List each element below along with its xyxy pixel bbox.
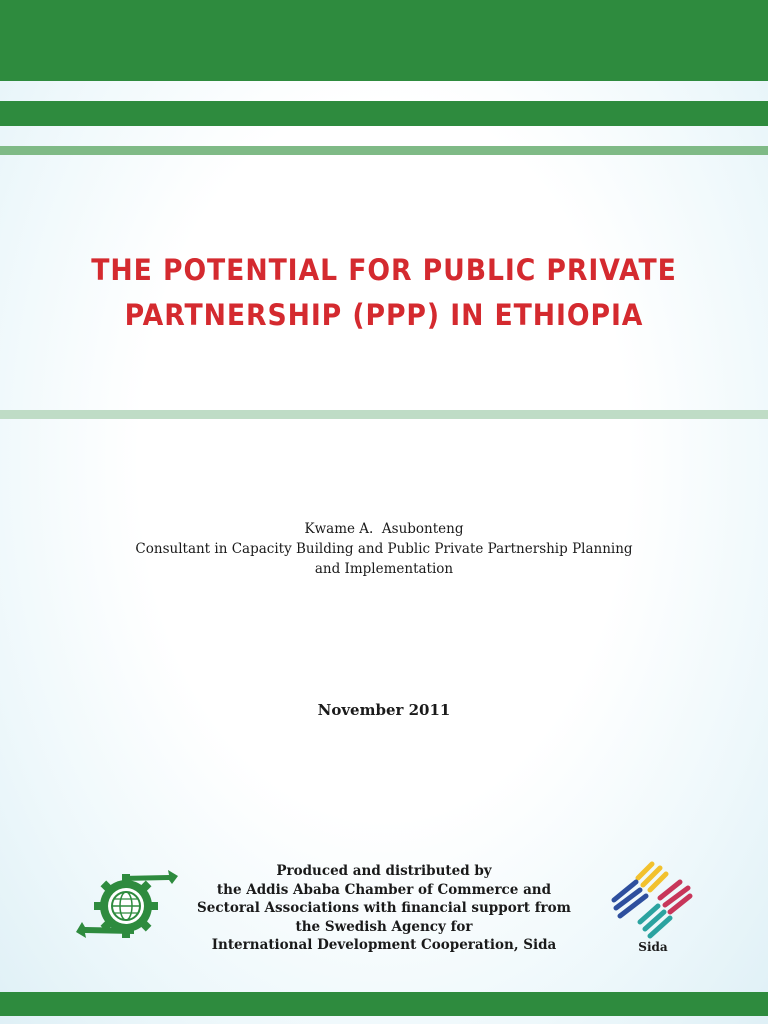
produced-line-2: the Addis Ababa Chamber of Commerce and: [216, 881, 552, 898]
produced-line-3: Sectoral Associations with financial support from: [197, 900, 571, 916]
pale-green-divider: [0, 410, 768, 419]
chamber-of-commerce-logo: [74, 866, 180, 944]
gear-globe-icon: [74, 866, 180, 944]
produced-line-1: Produced and distributed by: [276, 863, 492, 879]
title-line-2: PARTNERSHIP (PPP) IN ETHIOPIA: [124, 298, 644, 332]
author-block: [0, 519, 768, 579]
author-role-line-1: Consultant in Capacity Building and Public Private Partnership Planning: [135, 541, 633, 557]
green-stripe: [0, 101, 768, 126]
author-role-line-2: and Implementation: [314, 561, 454, 577]
sida-logo: [608, 860, 698, 940]
bottom-green-band: [0, 992, 768, 1016]
document-title: [68, 248, 701, 338]
production-credits: [190, 862, 578, 955]
title-line-1: THE POTENTIAL FOR PUBLIC PRIVATE: [91, 253, 677, 287]
light-green-stripe: [0, 146, 768, 155]
top-green-band: [0, 0, 768, 81]
publication-date: November 2011: [317, 701, 451, 719]
produced-line-5: International Development Cooperation, Sida: [211, 937, 557, 953]
sida-label: Sida: [638, 940, 668, 954]
produced-line-4: the Swedish Agency for: [295, 918, 473, 935]
author-name: Kwame A. Asubonteng: [304, 521, 464, 537]
sida-stripes-icon: [608, 860, 698, 940]
